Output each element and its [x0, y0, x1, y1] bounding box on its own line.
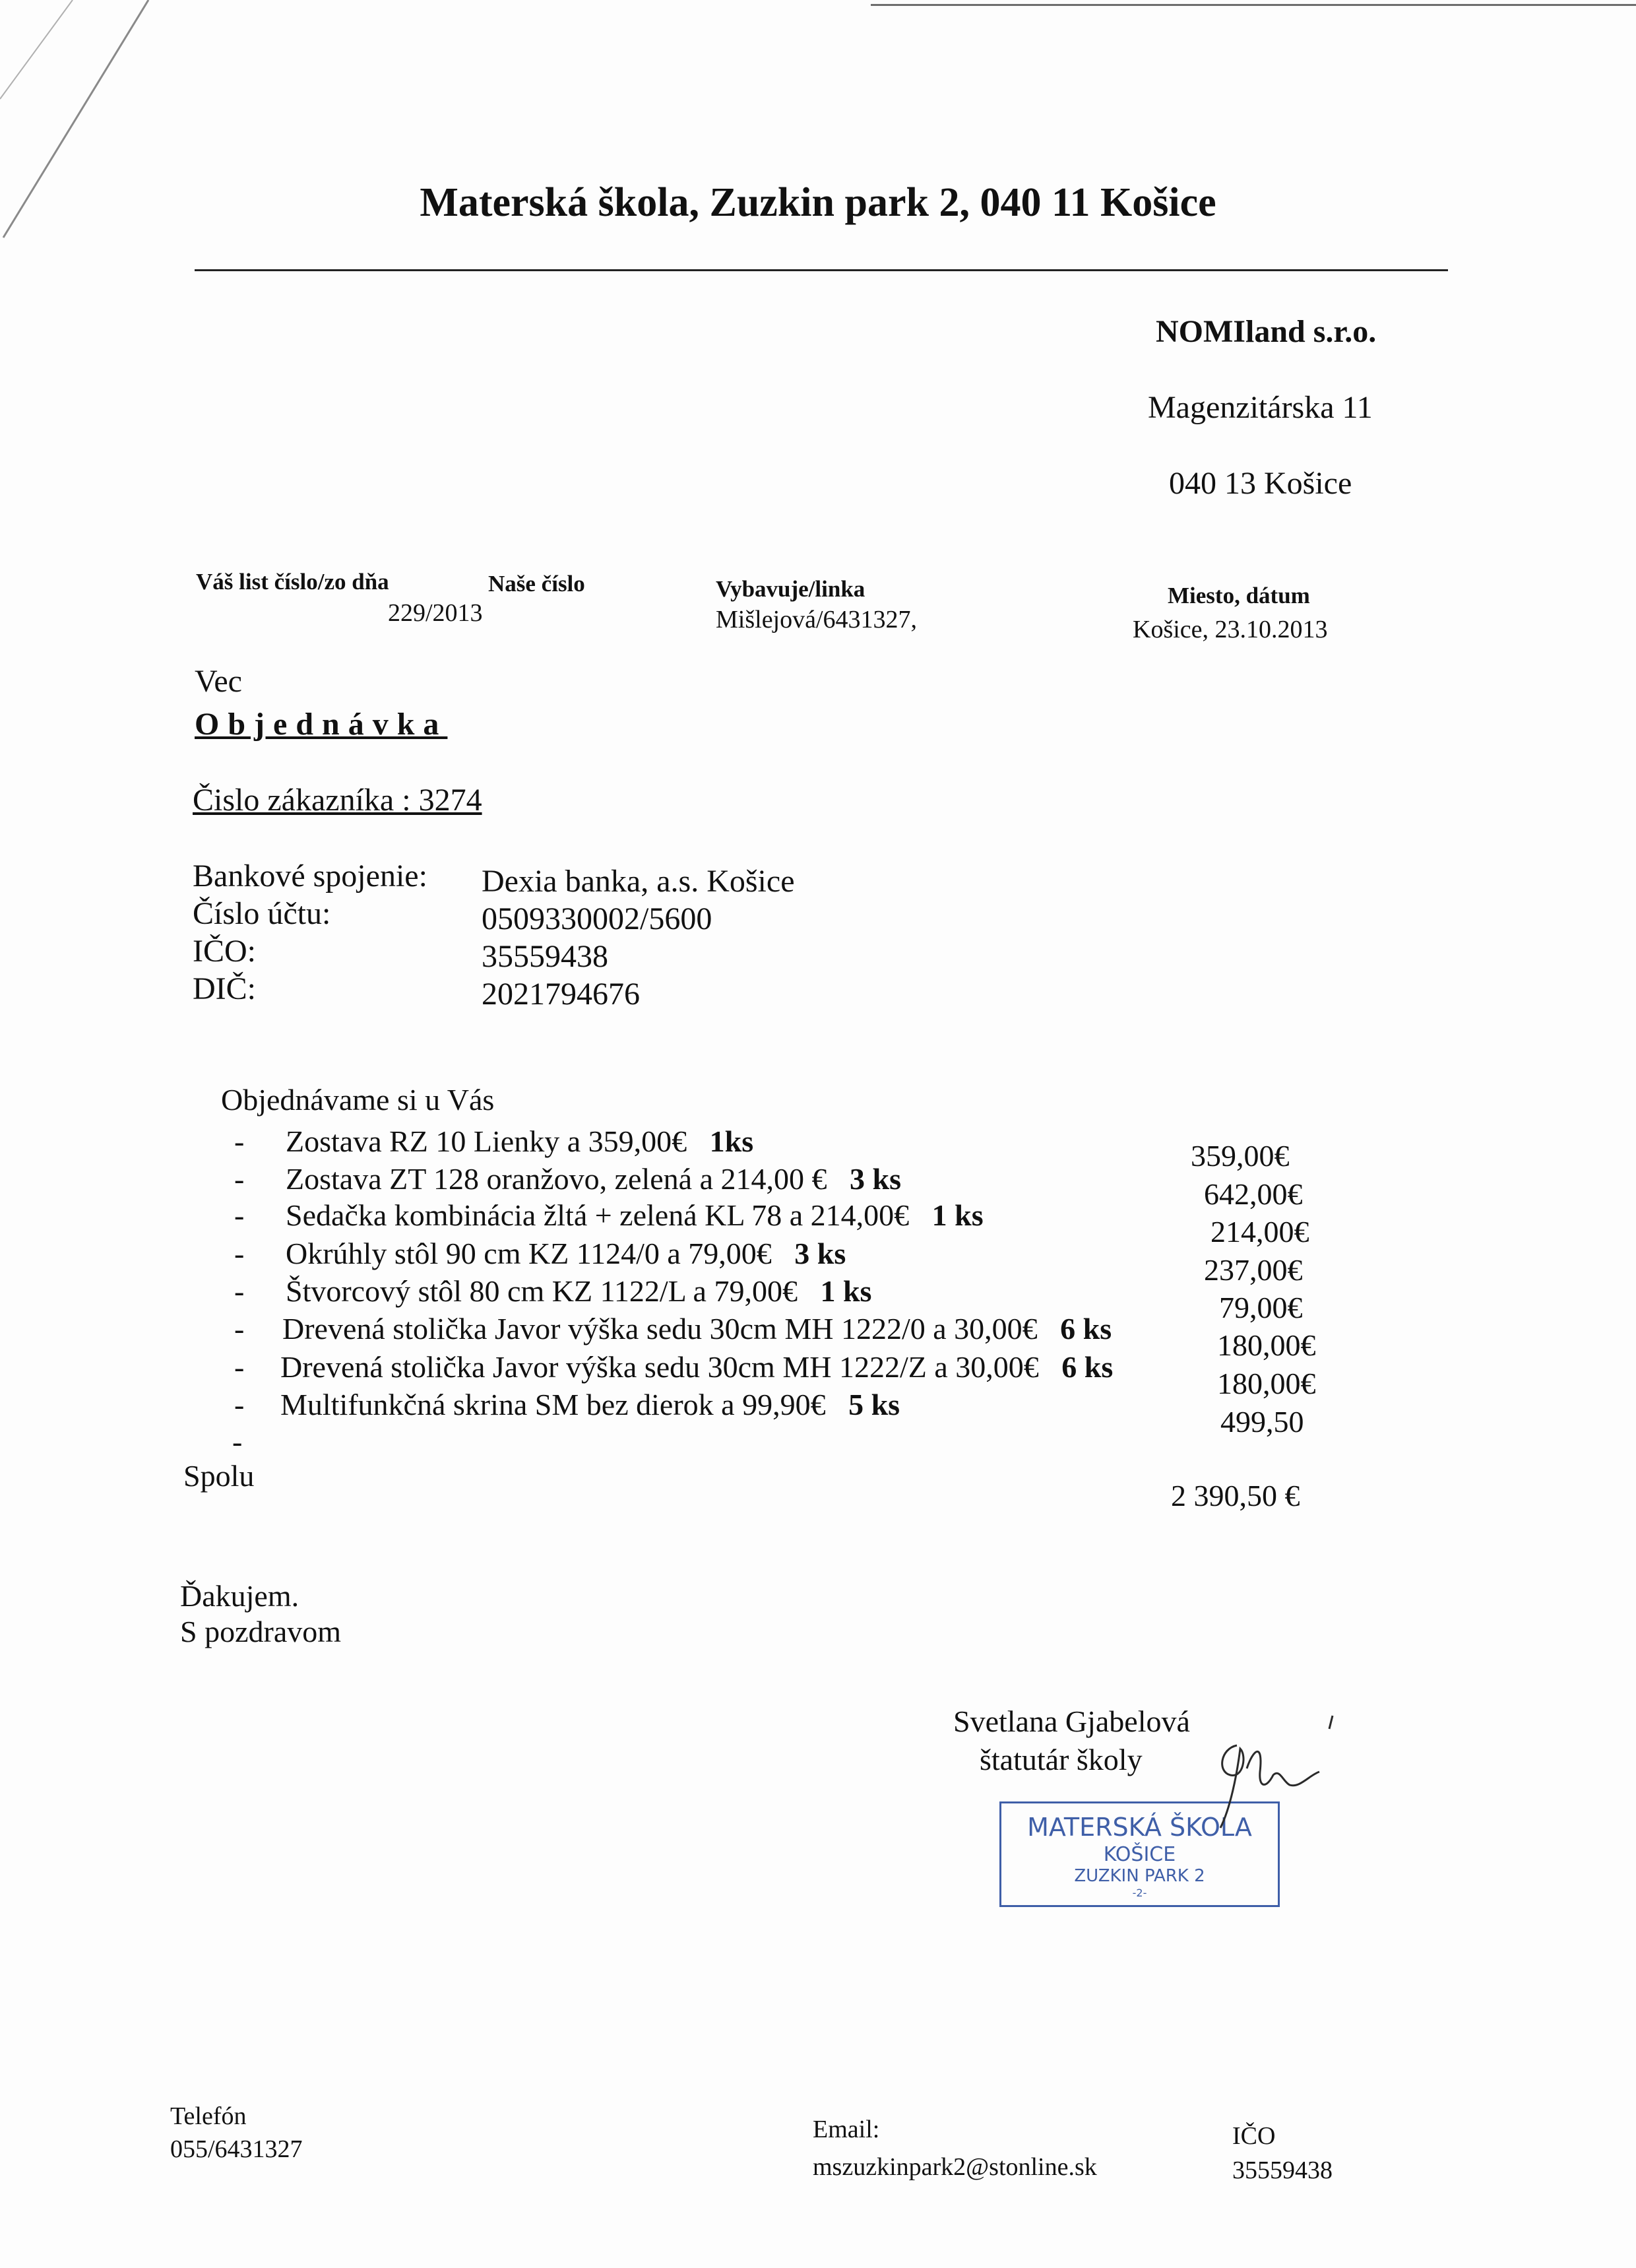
list-bullet: - — [234, 1274, 245, 1308]
recipient-street: Magenzitárska 11 — [1148, 390, 1373, 425]
item-amount: 180,00€ — [1217, 1367, 1316, 1400]
footer-ico-label: IČO — [1232, 2122, 1276, 2150]
scan-top-edge — [871, 4, 1636, 6]
footer-phone-label: Telefón — [170, 2102, 247, 2130]
order-item — [280, 1349, 1113, 1384]
footer-phone-value: 055/6431327 — [170, 2135, 303, 2163]
list-bullet: - — [234, 1388, 245, 1421]
ico-label: IČO: — [193, 934, 256, 969]
stamp-line-1: MATERSKÁ ŠKOLA — [1027, 1813, 1252, 1842]
signer-role: štatutár školy — [980, 1743, 1143, 1776]
handwritten-signature — [1201, 1709, 1346, 1841]
item-quantity: 1 ks — [931, 1198, 984, 1232]
recipient-name: NOMIland s.r.o. — [1156, 314, 1377, 349]
list-bullet: - — [232, 1425, 243, 1458]
item-amount: 214,00€ — [1211, 1215, 1309, 1248]
item-description: Zostava RZ 10 Lienky a 359,00€ — [286, 1124, 687, 1158]
our-number-value: 229/2013 — [388, 599, 483, 627]
ico-value: 35559438 — [482, 939, 608, 974]
place-date-label: Miesto, dátum — [1168, 583, 1310, 608]
item-description: Okrúhly stôl 90 cm KZ 1124/0 a 79,00€ — [286, 1237, 772, 1270]
handled-by-label: Vybavuje/linka — [716, 576, 865, 602]
customer-number: Čislo zákazníka : 3274 — [193, 783, 482, 818]
dic-value: 2021794676 — [482, 977, 640, 1012]
list-bullet: - — [234, 1124, 245, 1158]
signer-name: Svetlana Gjabelová — [953, 1704, 1190, 1738]
stamp-line-4: -2- — [1132, 1887, 1147, 1899]
order-item — [286, 1274, 871, 1309]
item-description: Sedačka kombinácia žltá + zelená KL 78 a 214,00€ — [286, 1198, 910, 1232]
letter-number-label: Váš list číslo/zo dňa — [196, 569, 389, 595]
list-bullet: - — [234, 1198, 245, 1232]
item-amount: 237,00€ — [1204, 1253, 1303, 1287]
item-quantity: 6 ks — [1061, 1350, 1114, 1384]
item-amount: 642,00€ — [1204, 1177, 1303, 1211]
subject-label: Vec — [195, 664, 242, 699]
bank-label: Bankové spojenie: — [193, 859, 427, 893]
item-amount: 79,00€ — [1219, 1291, 1303, 1324]
bank-value: Dexia banka, a.s. Košice — [482, 864, 795, 899]
item-description: Drevená stolička Javor výška sedu 30cm MH 1222/0 a 30,00€ — [282, 1312, 1038, 1345]
total-label: Spolu — [183, 1459, 255, 1493]
item-amount: 359,00€ — [1191, 1139, 1290, 1173]
item-quantity: 3 ks — [794, 1237, 846, 1270]
stamp-line-3: ZUZKIN PARK 2 — [1074, 1866, 1205, 1886]
closing-regards: S pozdravom — [180, 1615, 342, 1648]
order-item — [286, 1124, 753, 1159]
order-item — [282, 1311, 1112, 1346]
footer-ico-value: 35559438 — [1232, 2156, 1333, 2184]
closing-thanks: Ďakujem. — [180, 1579, 299, 1613]
subject-title: Objednávka — [195, 707, 448, 742]
list-bullet: - — [234, 1162, 245, 1196]
order-intro: Objednávame si u Vás — [221, 1083, 495, 1117]
item-quantity: 1ks — [709, 1124, 754, 1158]
order-item — [286, 1236, 846, 1271]
list-bullet: - — [234, 1312, 245, 1345]
order-item — [286, 1198, 984, 1233]
item-amount: 499,50 — [1220, 1405, 1304, 1439]
item-quantity: 5 ks — [848, 1388, 900, 1421]
list-bullet: - — [234, 1350, 245, 1384]
item-amount: 180,00€ — [1217, 1328, 1316, 1362]
header-divider — [195, 269, 1448, 271]
stamp-line-2: KOŠICE — [1103, 1843, 1176, 1866]
item-description: Drevená stolička Javor výška sedu 30cm MH 1222/Z a 30,00€ — [280, 1350, 1039, 1384]
handled-by-value: Mišlejová/6431327, — [716, 606, 918, 633]
item-quantity: 6 ks — [1060, 1312, 1112, 1345]
dic-label: DIČ: — [193, 971, 256, 1006]
item-description: Zostava ZT 128 oranžovo, zelená a 214,00 € — [286, 1162, 827, 1196]
recipient-city: 040 13 Košice — [1169, 466, 1352, 501]
account-label: Číslo účtu: — [193, 896, 331, 931]
order-item — [280, 1387, 900, 1422]
item-description: Multifunkčná skrina SM bez dierok a 99,90€ — [280, 1388, 826, 1421]
footer-email-value: mszuzkinpark2@stonline.sk — [813, 2153, 1097, 2181]
footer-email-label: Email: — [813, 2116, 880, 2143]
list-bullet: - — [234, 1237, 245, 1270]
account-value: 0509330002/5600 — [482, 901, 712, 936]
item-quantity: 1 ks — [820, 1274, 872, 1308]
item-description: Štvorcový stôl 80 cm KZ 1122/L a 79,00€ — [286, 1274, 798, 1308]
our-number-label: Naše číslo — [488, 571, 585, 597]
page-title: Materská škola, Zuzkin park 2, 040 11 Košice — [420, 180, 1216, 225]
place-date-value: Košice, 23.10.2013 — [1133, 616, 1328, 643]
item-quantity: 3 ks — [850, 1162, 901, 1196]
order-item — [286, 1161, 901, 1196]
total-value: 2 390,50 € — [1171, 1479, 1300, 1512]
